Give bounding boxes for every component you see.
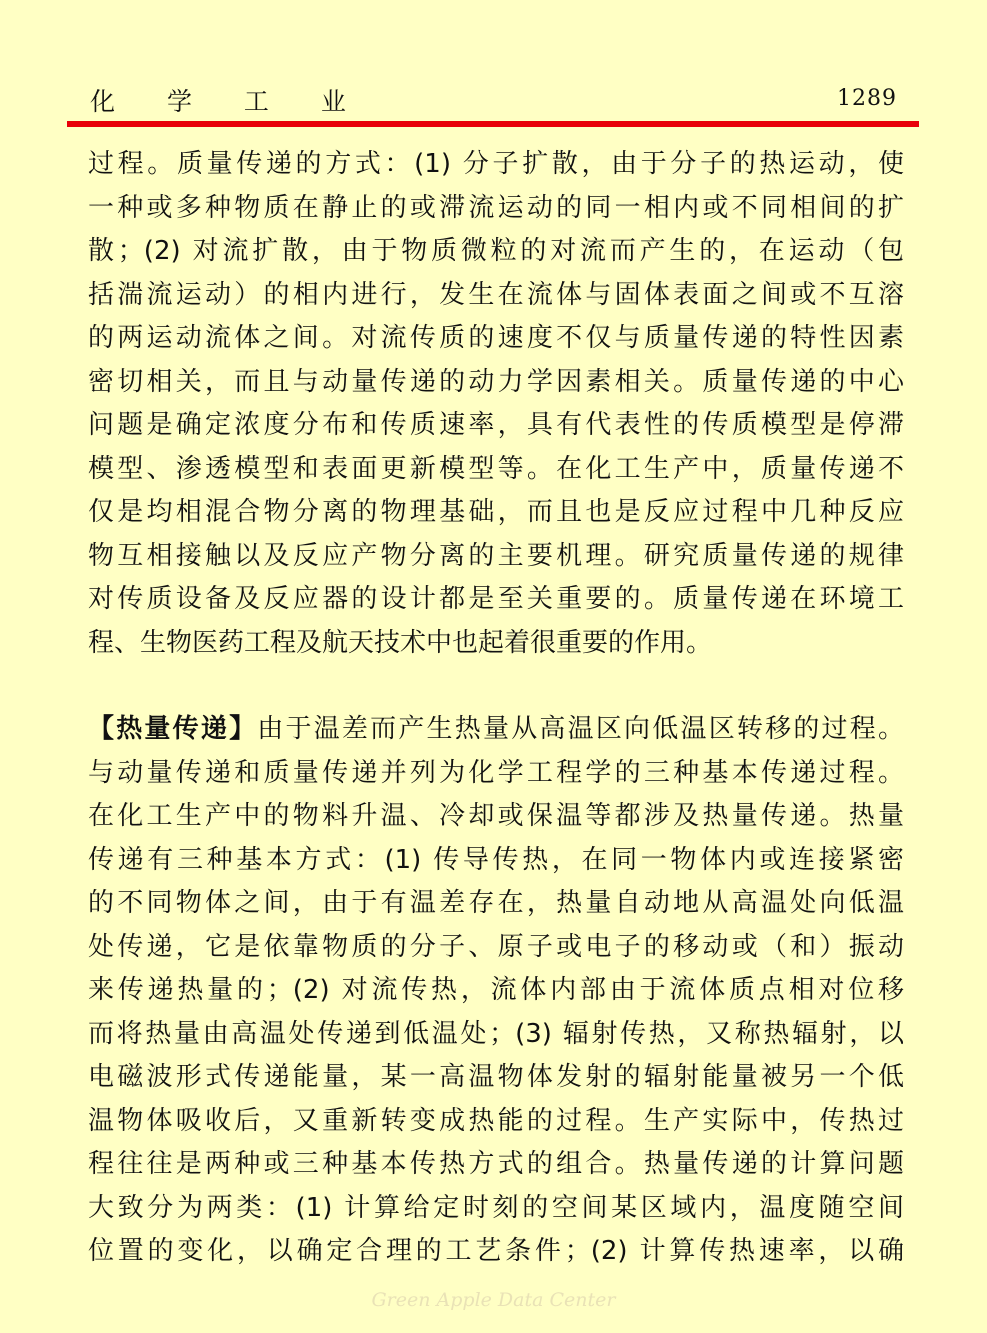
text-line: 问题是确定浓度分布和传质速率，具有代表性的传质模型是停滞 xyxy=(88,410,904,440)
text-line: 与动量传递和质量传递并列为化学工程学的三种基本传递过程。 xyxy=(88,757,904,788)
header-rule xyxy=(67,121,919,127)
book-title: 化 学 工 业 xyxy=(90,87,368,116)
text-line: 散；(2) 对流扩散，由于物质微粒的对流而产生的，在运动（包 xyxy=(88,236,904,266)
text-line: 程往往是两种或三种基本传热方式的组合。热量传递的计算问题 xyxy=(88,1149,904,1179)
text-line: 在化工生产中的物料升温、冷却或保温等都涉及热量传递。热量 xyxy=(88,801,904,831)
text-line: 传递有三种基本方式：(1) 传导传热，在同一物体内或连接紧密 xyxy=(88,844,904,875)
paragraph-heat-transfer xyxy=(88,708,904,1274)
text-line: 处传递，它是依靠物质的分子、原子或电子的移动或（和）振动 xyxy=(88,931,904,962)
text-line: 过程。质量传递的方式：(1) 分子扩散，由于分子的热运动，使 xyxy=(88,149,904,179)
paragraph-mass-transfer xyxy=(88,143,904,665)
running-header xyxy=(90,82,897,118)
entry-term-heading: 【热量传递】 xyxy=(88,714,258,744)
text-line: 一种或多种物质在静止的或滞流运动的同一相内或不同相间的扩 xyxy=(88,192,904,223)
text-line: 仅是均相混合物分离的物理基础，而且也是反应过程中几种反应 xyxy=(88,497,904,527)
text-line: 括湍流运动）的相内进行，发生在流体与固体表面之间或不互溶 xyxy=(88,279,904,310)
text-line: 的不同物体之间，由于有温差存在，热量自动地从高温处向低温 xyxy=(88,888,904,918)
text-line: 大致分为两类：(1) 计算给定时刻的空间某区域内，温度随空间 xyxy=(88,1192,904,1223)
page-body xyxy=(88,143,904,1274)
text-line: 物互相接触以及反应产物分离的主要机理。研究质量传递的规律 xyxy=(88,540,904,571)
text-line: 对传质设备及反应器的设计都是至关重要的。质量传递在环境工 xyxy=(88,584,904,614)
text-line: 电磁波形式传递能量，某一高温物体发射的辐射能量被另一个低 xyxy=(88,1062,904,1092)
entry-first-line: 由于温差而产生热量从高温区向低温区转移的过程。 xyxy=(257,714,904,744)
page-number: 1289 xyxy=(837,86,897,111)
text-line: 程、生物医药工程及航天技术中也起着很重要的作用。 xyxy=(88,627,713,658)
text-line: 密切相关，而且与动量传递的动力学因素相关。质量传递的中心 xyxy=(88,366,904,397)
text-line: 而将热量由高温处传递到低温处；(3) 辐射传热，又称热辐射，以 xyxy=(88,1018,904,1049)
text-line: 温物体吸收后，又重新转变成热能的过程。生产实际中，传热过 xyxy=(88,1105,904,1136)
text-line xyxy=(88,708,904,752)
watermark: Green Apple Data Center xyxy=(371,1289,616,1311)
text-line: 模型、渗透模型和表面更新模型等。在化工生产中，质量传递不 xyxy=(88,453,904,484)
text-line: 位置的变化，以确定合理的工艺条件；(2) 计算传热速率，以确 xyxy=(88,1236,904,1266)
text-line: 来传递热量的；(2) 对流传热，流体内部由于流体质点相对位移 xyxy=(88,975,904,1005)
text-line: 的两运动流体之间。对流传质的速度不仅与质量传递的特性因素 xyxy=(88,323,904,353)
